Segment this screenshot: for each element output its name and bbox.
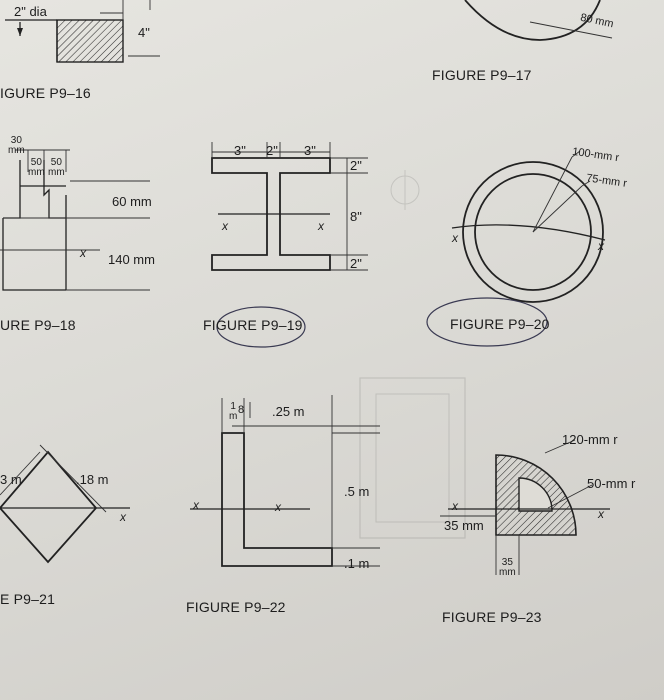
p9-23-inner-radius: 50-mm r <box>587 476 636 491</box>
p9-20-axis-right: x <box>598 239 604 253</box>
p9-21-axis-label: x <box>120 510 126 524</box>
p9-21-caption: E P9–21 <box>0 591 56 607</box>
p9-19-web-height: 8" <box>350 209 362 224</box>
p9-18-height2-label: 140 mm <box>108 252 155 267</box>
p9-19-top-flange: 2" <box>350 158 362 173</box>
bleed-through-figure <box>360 170 465 538</box>
p9-23-axis-right: x <box>598 507 604 521</box>
figure-p9-18 <box>0 150 150 290</box>
p9-21-diamond <box>0 452 96 562</box>
p9-16-diameter-label: 2" dia <box>14 4 47 19</box>
p9-22-axis-left: x <box>193 498 199 512</box>
p9-23-left-dim: 35 mm <box>444 518 484 533</box>
p9-18-width1-dim: 50 mm <box>28 157 45 178</box>
p9-18-axis-label: x <box>80 246 86 260</box>
p9-23-outer-radius: 120-mm r <box>562 432 618 447</box>
p9-18-top-dim: 30 mm <box>8 135 25 156</box>
p9-23-caption: FIGURE P9–23 <box>442 609 542 625</box>
p9-21-side-right: .18 m <box>76 472 109 487</box>
p9-22-caption: FIGURE P9–22 <box>186 599 286 615</box>
p9-20-outer-radius: 100-mm r <box>571 145 620 165</box>
p9-20-axis-left: x <box>452 231 458 245</box>
p9-17-radius-label: 80 mm <box>579 11 615 31</box>
p9-19-axis-left: x <box>222 219 228 233</box>
p9-22-height: .5 m <box>344 484 370 499</box>
p9-22-fraction-extra: 8 <box>238 404 245 416</box>
p9-20-inner-radius: 75-mm r <box>585 172 628 190</box>
p9-21-side-left: 3 m <box>0 472 22 487</box>
p9-16-caption: IGURE P9–16 <box>0 85 91 101</box>
p9-22-top-width: .25 m <box>272 404 305 419</box>
p9-23-axis-left: x <box>452 499 458 513</box>
p9-19-axis-right: x <box>318 219 324 233</box>
p9-19-mid-width: 2" <box>266 143 278 158</box>
p9-18-caption: URE P9–18 <box>0 317 76 333</box>
figure-p9-21 <box>0 445 130 562</box>
p9-19-right-width: 3" <box>304 143 316 158</box>
p9-22-bottom-thickness: .1 m <box>344 556 370 571</box>
p9-19-caption: FIGURE P9–19 <box>203 317 303 333</box>
p9-19-bottom-flange: 2" <box>350 256 362 271</box>
p9-16-hatched-section <box>57 20 123 62</box>
p9-18-width2-dim: 50 mm <box>48 157 65 178</box>
p9-16-height-label: 4" <box>138 25 150 40</box>
p9-18-section-outline <box>3 160 20 218</box>
p9-22-axis-right: x <box>275 500 281 514</box>
p9-18-height1-label: 60 mm <box>112 194 152 209</box>
figure-p9-22 <box>190 395 380 566</box>
p9-23-bottom-dim: 35 mm <box>499 557 516 578</box>
p9-19-left-width: 3" <box>234 143 246 158</box>
p9-17-caption: FIGURE P9–17 <box>432 67 532 83</box>
p9-20-caption: FIGURE P9–20 <box>450 316 550 332</box>
p9-22-fraction: 1 m <box>229 401 238 422</box>
